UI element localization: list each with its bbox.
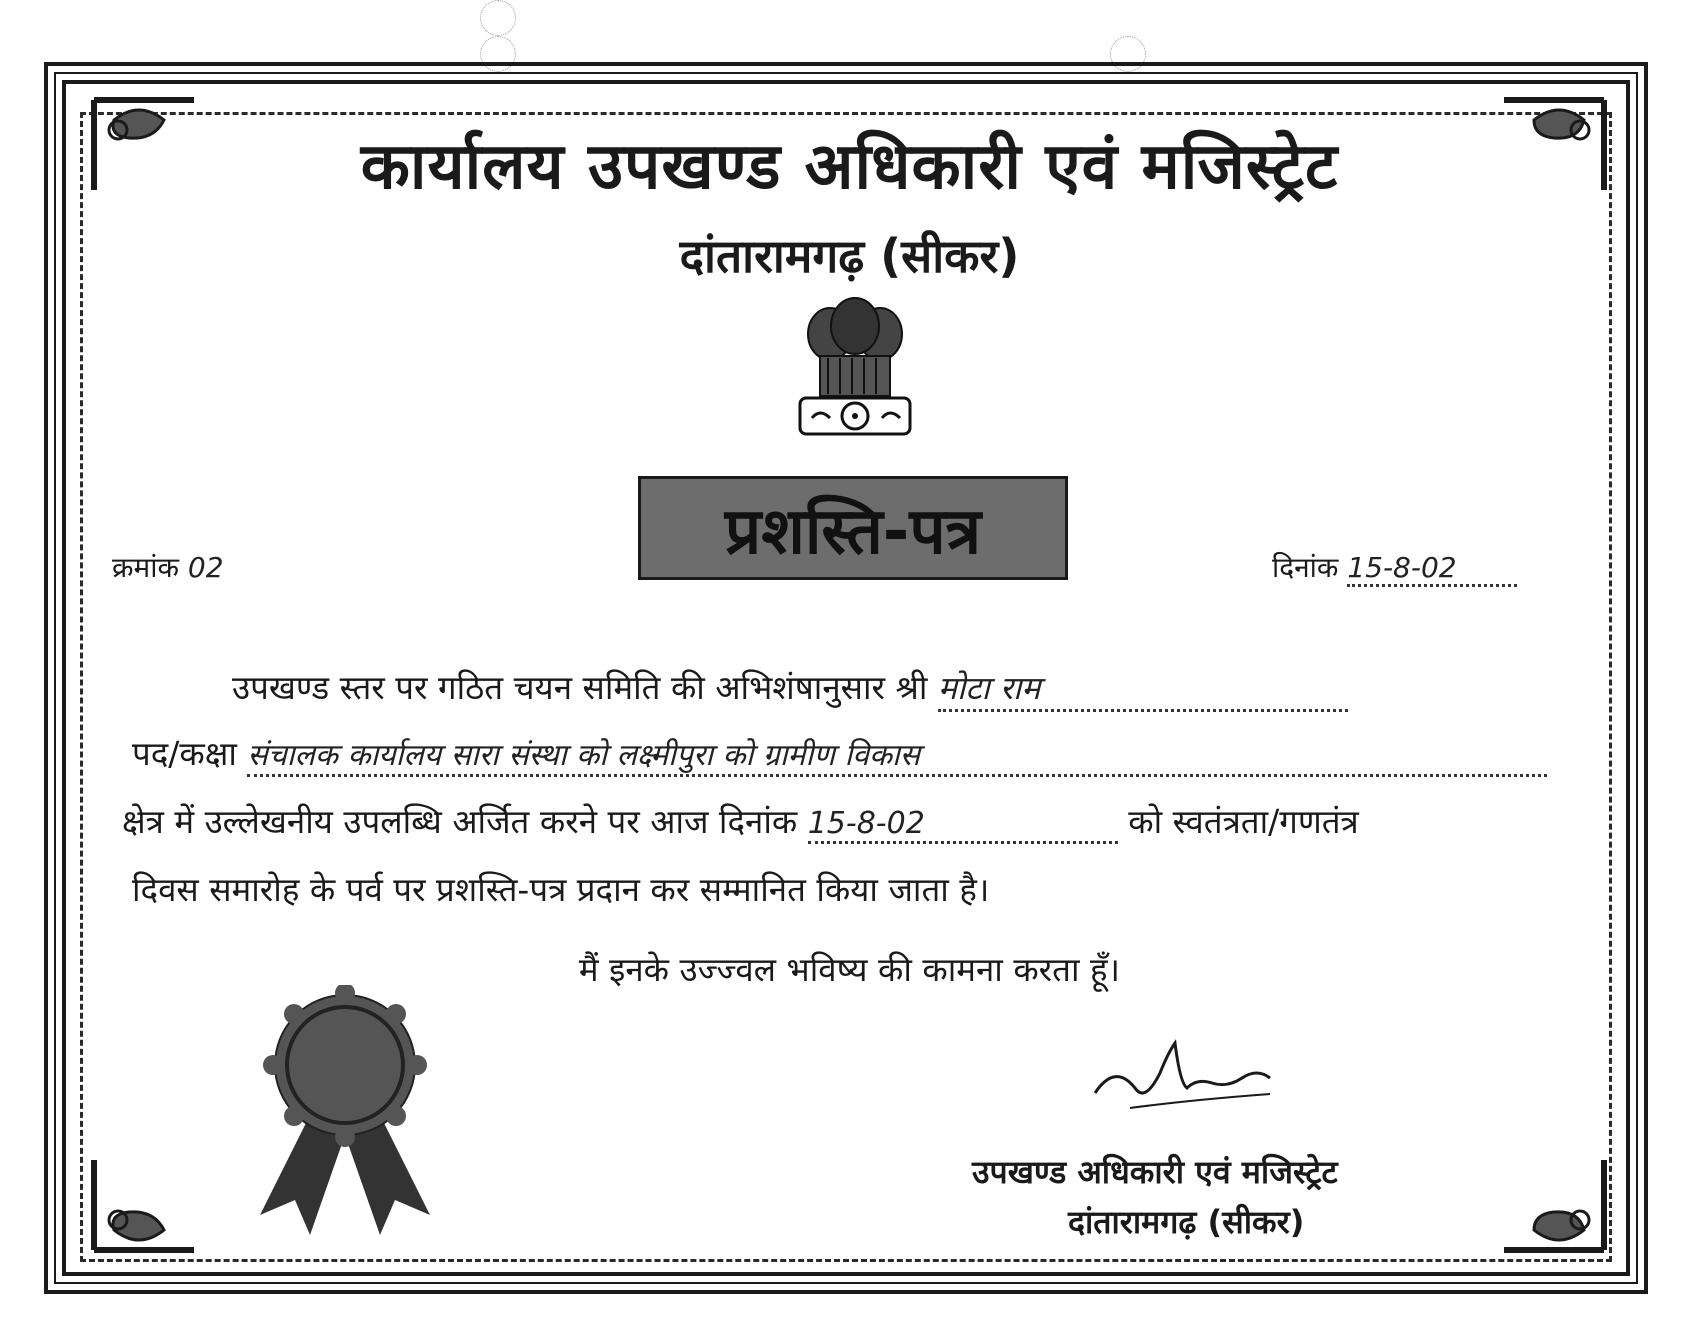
office-location: दांतारामगढ़ (सीकर) — [679, 229, 1020, 283]
signatory-location: दांतारामगढ़ (सीकर) — [1068, 1203, 1305, 1241]
signature-mark — [1090, 1038, 1280, 1118]
ribbon-seal-icon — [250, 985, 440, 1235]
scroll-corner-icon — [84, 1150, 204, 1260]
designation-value: संचालक कार्यालय सारा संस्था को लक्ष्मीपुरा को ग्रामीण विकास — [247, 733, 1547, 777]
serial-number — [112, 548, 224, 586]
body-line-3 — [122, 798, 1359, 844]
date-value: 15-8-02 — [1347, 551, 1517, 587]
serial-label: क्रमांक — [112, 551, 180, 584]
body-line-1 — [232, 664, 1348, 712]
recipient-name: मोटा राम — [938, 666, 1348, 712]
punch-hole — [480, 0, 516, 36]
body-line-3-suffix: को स्वतंत्रता/गणतंत्र — [1128, 802, 1359, 841]
scroll-corner-icon — [1494, 1150, 1614, 1260]
office-title: कार्यालय उपखण्ड अधिकारी एवं मजिस्ट्रेट — [360, 130, 1339, 204]
certificate-heading: प्रशस्ति-पत्र — [724, 494, 982, 569]
body-line-4: दिवस समारोह के पर्व पर प्रशस्ति-पत्र प्रदान कर सम्मानित किया जाता है। — [132, 870, 990, 909]
body-line-3-text: क्षेत्र में उल्लेखनीय उपलब्धि अर्जित करने पर आज दिनांक — [122, 802, 798, 841]
date-label: दिनांक — [1272, 551, 1339, 584]
award-date: 15-8-02 — [808, 806, 1118, 844]
serial-value: 02 — [187, 551, 224, 584]
wish-text: मैं इनके उज्ज्वल भविष्य की कामना करता हूँ। — [578, 950, 1121, 989]
designation-label: पद/कक्षा — [132, 734, 237, 773]
certificate-heading-box — [638, 476, 1068, 580]
body-line-1-text: उपखण्ड स्तर पर गठित चयन समिति की अभिशंषानुसार श्री — [232, 668, 928, 707]
national-emblem-icon — [790, 296, 920, 446]
issue-date — [1272, 548, 1517, 587]
signatory-title: उपखण्ड अधिकारी एवं मजिस्ट्रेट — [972, 1153, 1338, 1191]
body-line-2 — [132, 730, 1547, 777]
